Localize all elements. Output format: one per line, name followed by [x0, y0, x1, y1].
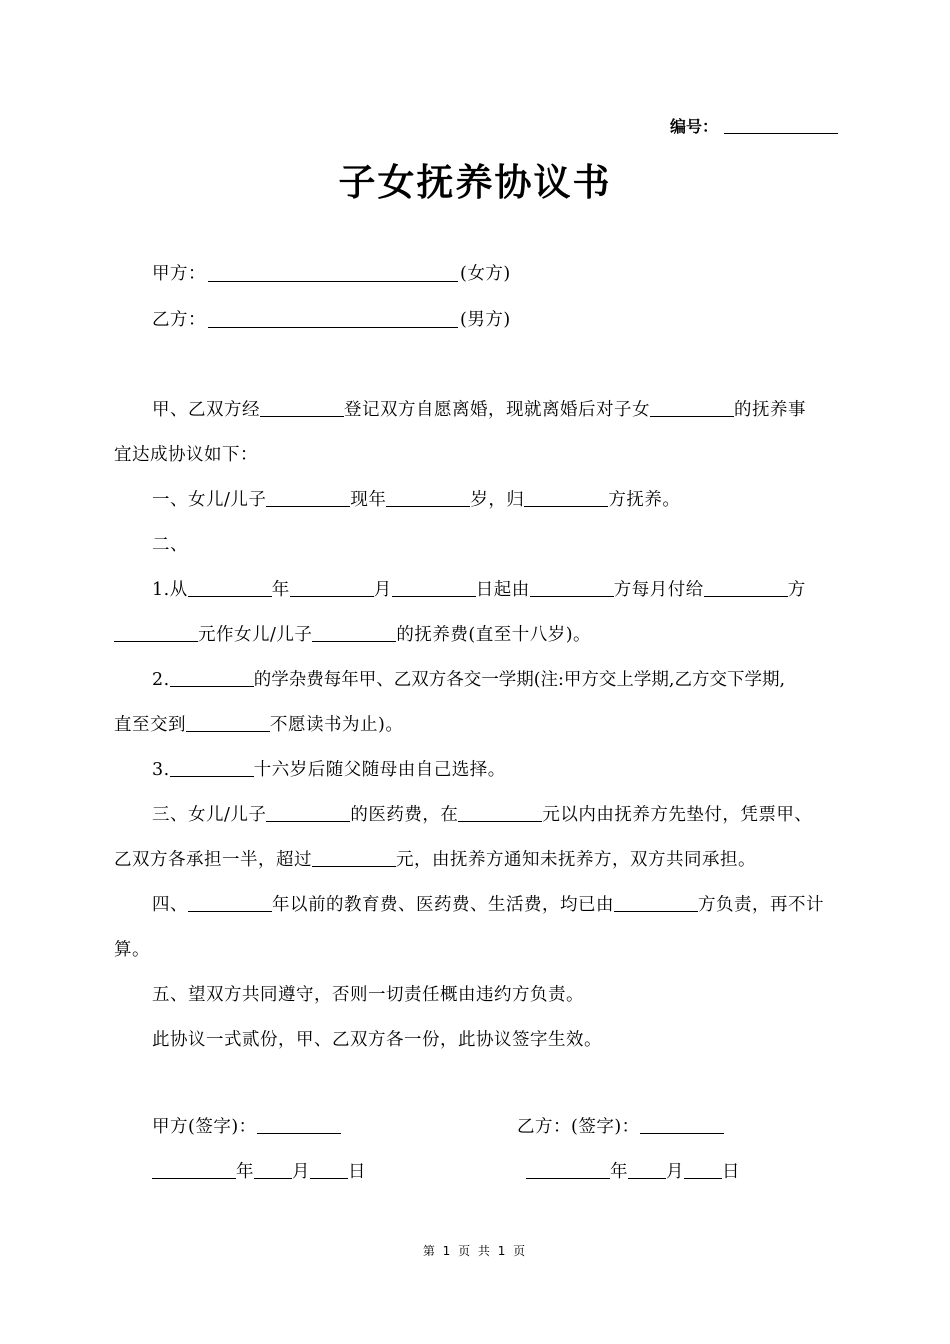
intro-line-2: 宜达成协议如下： — [114, 445, 258, 465]
clause-2-1-line-2: 元作女儿/儿子 的抚养费(直至十八岁)。 — [114, 621, 591, 646]
clause-4-line-2: 算。 — [114, 940, 150, 960]
intro-line-1: 甲、乙双方经 登记双方自愿离婚，现就离婚后对子女 的抚养事 — [152, 400, 806, 420]
party-a-role: (女方) — [460, 264, 511, 284]
clause-3-line-1: 三、女儿/儿子 的医药费，在 元以内由抚养方先垫付，凭票甲、 — [152, 805, 813, 825]
serial-number-field — [670, 114, 838, 137]
serial-blank — [724, 117, 838, 134]
signature-b: 乙方：(签字)： — [517, 1113, 724, 1138]
clause-6: 此协议一式贰份，甲、乙双方各一份，此协议签字生效。 — [152, 1030, 602, 1050]
party-b-label: 乙方： — [152, 310, 206, 330]
party-a-blank — [208, 263, 458, 282]
clause-1: 一、女儿/儿子 现年 岁，归 方抚养。 — [152, 490, 681, 510]
party-a-label: 甲方： — [152, 264, 206, 284]
clause-4-line-1: 四、 年以前的教育费、医药费、生活费，均已由 方负责，再不计 — [152, 895, 824, 915]
clause-3-line-2: 乙双方各承担一半，超过 元，由抚养方通知未抚养方，双方共同承担。 — [114, 850, 756, 870]
clause-2-3: 3. 十六岁后随父随母由自己选择。 — [152, 760, 506, 780]
clause-2-2-line-1: 2. 的学杂费每年甲、乙双方各交一学期(注:甲方交上学期,乙方交下学期, — [152, 670, 786, 690]
party-b-blank — [208, 309, 458, 328]
clause-2-heading: 二、 — [152, 535, 188, 555]
party-b-role: (男方) — [460, 310, 511, 330]
page-footer: 第 1 页 共 1 页 — [422, 1244, 528, 1258]
clause-5: 五、望双方共同遵守，否则一切责任概由违约方负责。 — [152, 985, 584, 1005]
signature-a: 甲方(签字)： — [152, 1113, 341, 1138]
clause-2-1-line-1: 1.从 年 月 日起由 方每月付给 方 — [152, 580, 806, 600]
party-b-line — [152, 306, 511, 331]
document-title: 子女抚养协议书 — [338, 160, 612, 204]
clause-2-2-line-2: 直至交到 不愿读书为止)。 — [114, 715, 404, 735]
party-a-line — [152, 260, 511, 285]
date-a: 年 月 日 — [152, 1158, 366, 1183]
serial-label: 编号： — [669, 117, 718, 136]
date-b: 年 月 日 — [526, 1158, 740, 1183]
